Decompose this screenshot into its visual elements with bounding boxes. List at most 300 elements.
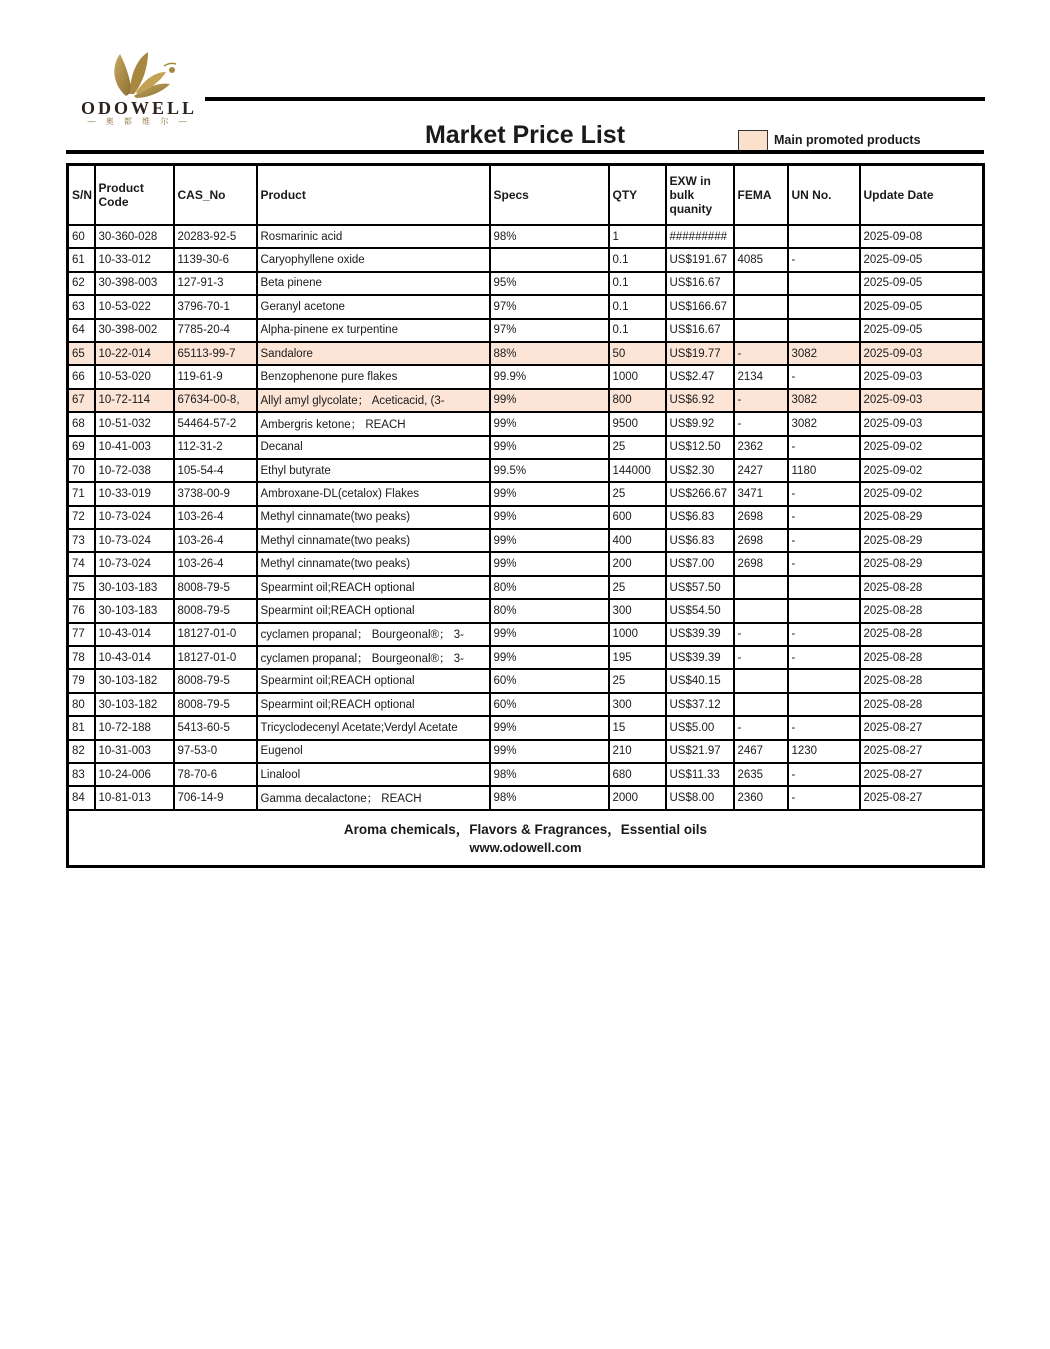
cell-qty: 1 [609, 225, 666, 248]
cell-product-code: 30-103-183 [95, 599, 174, 622]
cell-fema: 2698 [734, 529, 788, 552]
cell-sn: 73 [68, 529, 95, 552]
cell-cas-no: 103-26-4 [174, 506, 257, 529]
cell-specs: 97% [490, 295, 609, 318]
cell-qty: 1000 [609, 365, 666, 388]
cell-product-code: 10-43-014 [95, 646, 174, 669]
cell-product: Methyl cinnamate(two peaks) [257, 552, 490, 575]
table-row [68, 763, 984, 786]
cell-cas-no: 97-53-0 [174, 740, 257, 763]
cell-product-code: 10-73-024 [95, 506, 174, 529]
cell-sn: 81 [68, 716, 95, 739]
cell-product: Spearmint oil;REACH optional [257, 669, 490, 692]
cell-product: Ambroxane-DL(cetalox) Flakes [257, 482, 490, 505]
cell-sn: 75 [68, 576, 95, 599]
cell-qty: 195 [609, 646, 666, 669]
cell-fema: 4085 [734, 248, 788, 271]
table-row [68, 459, 984, 482]
cell-sn: 79 [68, 669, 95, 692]
cell-sn: 74 [68, 552, 95, 575]
cell-qty: 1000 [609, 623, 666, 646]
cell-update-date: 2025-09-03 [860, 365, 984, 388]
cell-specs: 99.5% [490, 459, 609, 482]
header-fema: FEMA [734, 165, 788, 226]
cell-sn: 68 [68, 412, 95, 435]
table-row [68, 295, 984, 318]
cell-product: Gamma decalactone； REACH [257, 786, 490, 809]
cell-product-code: 30-103-182 [95, 693, 174, 716]
table-row [68, 529, 984, 552]
cell-un-no [788, 669, 860, 692]
cell-exw: US$6.83 [666, 529, 734, 552]
cell-fema: 2635 [734, 763, 788, 786]
odowell-logo [74, 48, 204, 130]
cell-product-code: 10-73-024 [95, 529, 174, 552]
cell-fema [734, 576, 788, 599]
logo-wordmark: ODOWELL [80, 98, 198, 118]
cell-sn: 82 [68, 740, 95, 763]
cell-un-no: - [788, 436, 860, 459]
cell-specs: 99% [490, 389, 609, 412]
cell-fema: 2698 [734, 506, 788, 529]
cell-qty: 600 [609, 506, 666, 529]
table-row [68, 599, 984, 622]
cell-product-code: 10-33-012 [95, 248, 174, 271]
cell-update-date: 2025-09-02 [860, 459, 984, 482]
header-product-code: Product Code [95, 165, 174, 226]
cell-un-no: - [788, 365, 860, 388]
cell-product: Allyl amyl glycolate； Aceticacid, (3- [257, 389, 490, 412]
cell-un-no: 3082 [788, 412, 860, 435]
table-row [68, 646, 984, 669]
cell-update-date: 2025-09-02 [860, 482, 984, 505]
cell-exw: US$39.39 [666, 623, 734, 646]
table-header [68, 165, 984, 226]
cell-product-code: 10-33-019 [95, 482, 174, 505]
cell-fema [734, 599, 788, 622]
cell-fema: - [734, 716, 788, 739]
cell-fema: - [734, 623, 788, 646]
cell-fema [734, 693, 788, 716]
cell-qty: 2000 [609, 786, 666, 809]
cell-fema: 2362 [734, 436, 788, 459]
cell-specs: 95% [490, 272, 609, 295]
cell-fema [734, 319, 788, 342]
cell-qty: 9500 [609, 412, 666, 435]
header-exw: EXW in bulk quanity [666, 165, 734, 226]
cell-exw: ######### [666, 225, 734, 248]
cell-un-no: - [788, 623, 860, 646]
cell-specs: 88% [490, 342, 609, 365]
cell-exw: US$39.39 [666, 646, 734, 669]
cell-product-code: 10-41-003 [95, 436, 174, 459]
cell-product: Rosmarinic acid [257, 225, 490, 248]
table-footer [68, 810, 984, 867]
cell-exw: US$40.15 [666, 669, 734, 692]
cell-update-date: 2025-08-29 [860, 506, 984, 529]
cell-qty: 0.1 [609, 319, 666, 342]
cell-fema: - [734, 389, 788, 412]
market-price-table [66, 163, 985, 868]
cell-exw: US$6.83 [666, 506, 734, 529]
cell-cas-no: 105-54-4 [174, 459, 257, 482]
cell-product-code: 10-72-114 [95, 389, 174, 412]
cell-exw: US$7.00 [666, 552, 734, 575]
cell-qty: 300 [609, 599, 666, 622]
cell-qty: 800 [609, 389, 666, 412]
cell-un-no: - [788, 506, 860, 529]
cell-un-no: 1230 [788, 740, 860, 763]
cell-product: Caryophyllene oxide [257, 248, 490, 271]
cell-product: Spearmint oil;REACH optional [257, 599, 490, 622]
cell-update-date: 2025-09-02 [860, 436, 984, 459]
cell-cas-no: 8008-79-5 [174, 599, 257, 622]
cell-specs: 99.9% [490, 365, 609, 388]
cell-sn: 70 [68, 459, 95, 482]
cell-cas-no: 8008-79-5 [174, 576, 257, 599]
cell-cas-no: 65113-99-7 [174, 342, 257, 365]
footer-website: www.odowell.com [469, 839, 582, 855]
cell-product: Geranyl acetone [257, 295, 490, 318]
cell-cas-no: 54464-57-2 [174, 412, 257, 435]
cell-update-date: 2025-08-27 [860, 786, 984, 809]
cell-product: Ambergris ketone； REACH [257, 412, 490, 435]
table-row [68, 786, 984, 809]
legend-label: Main promoted products [774, 133, 921, 147]
cell-un-no [788, 272, 860, 295]
cell-update-date: 2025-08-28 [860, 646, 984, 669]
cell-un-no: - [788, 482, 860, 505]
cell-product-code: 30-398-002 [95, 319, 174, 342]
cell-un-no: - [788, 786, 860, 809]
cell-exw: US$57.50 [666, 576, 734, 599]
cell-cas-no: 103-26-4 [174, 552, 257, 575]
cell-update-date: 2025-08-28 [860, 576, 984, 599]
header-sn: S/N [68, 165, 95, 226]
cell-fema [734, 225, 788, 248]
cell-product: Methyl cinnamate(two peaks) [257, 529, 490, 552]
cell-product: Benzophenone pure flakes [257, 365, 490, 388]
cell-qty: 680 [609, 763, 666, 786]
cell-cas-no: 119-61-9 [174, 365, 257, 388]
cell-sn: 83 [68, 763, 95, 786]
cell-specs: 99% [490, 646, 609, 669]
cell-qty: 15 [609, 716, 666, 739]
header-product: Product [257, 165, 490, 226]
cell-product-code: 10-43-014 [95, 623, 174, 646]
cell-sn: 66 [68, 365, 95, 388]
cell-product: Spearmint oil;REACH optional [257, 576, 490, 599]
cell-cas-no: 7785-20-4 [174, 319, 257, 342]
cell-qty: 400 [609, 529, 666, 552]
cell-cas-no: 8008-79-5 [174, 693, 257, 716]
cell-sn: 84 [68, 786, 95, 809]
cell-product: Decanal [257, 436, 490, 459]
cell-product-code: 10-53-020 [95, 365, 174, 388]
cell-sn: 78 [68, 646, 95, 669]
cell-product-code: 10-73-024 [95, 552, 174, 575]
cell-product: Alpha-pinene ex turpentine [257, 319, 490, 342]
cell-un-no: - [788, 763, 860, 786]
cell-cas-no: 127-91-3 [174, 272, 257, 295]
cell-cas-no: 20283-92-5 [174, 225, 257, 248]
cell-exw: US$37.12 [666, 693, 734, 716]
cell-un-no: 3082 [788, 389, 860, 412]
cell-un-no [788, 319, 860, 342]
cell-qty: 200 [609, 552, 666, 575]
cell-product-code: 30-103-183 [95, 576, 174, 599]
table-row [68, 389, 984, 412]
cell-fema: - [734, 646, 788, 669]
title-rule [66, 150, 984, 154]
header-update-date: Update Date [860, 165, 984, 226]
cell-sn: 67 [68, 389, 95, 412]
table-row [68, 482, 984, 505]
cell-product-code: 30-398-003 [95, 272, 174, 295]
cell-qty: 0.1 [609, 295, 666, 318]
cell-qty: 144000 [609, 459, 666, 482]
header-cas-no: CAS_No [174, 165, 257, 226]
cell-un-no [788, 295, 860, 318]
cell-update-date: 2025-08-27 [860, 716, 984, 739]
cell-update-date: 2025-09-03 [860, 389, 984, 412]
cell-exw: US$191.67 [666, 248, 734, 271]
cell-exw: US$2.30 [666, 459, 734, 482]
cell-specs: 99% [490, 412, 609, 435]
cell-product-code: 10-81-013 [95, 786, 174, 809]
cell-specs: 80% [490, 599, 609, 622]
cell-product-code: 30-360-028 [95, 225, 174, 248]
cell-product-code: 10-72-188 [95, 716, 174, 739]
cell-specs: 99% [490, 716, 609, 739]
cell-exw: US$19.77 [666, 342, 734, 365]
cell-sn: 63 [68, 295, 95, 318]
cell-exw: US$16.67 [666, 319, 734, 342]
cell-update-date: 2025-09-03 [860, 342, 984, 365]
table-row [68, 342, 984, 365]
cell-specs: 99% [490, 482, 609, 505]
table-row [68, 716, 984, 739]
cell-sn: 61 [68, 248, 95, 271]
cell-exw: US$11.33 [666, 763, 734, 786]
table-row [68, 272, 984, 295]
cell-exw: US$266.67 [666, 482, 734, 505]
cell-fema: 2467 [734, 740, 788, 763]
cell-cas-no: 3796-70-1 [174, 295, 257, 318]
cell-exw: US$12.50 [666, 436, 734, 459]
cell-un-no: - [788, 248, 860, 271]
cell-specs: 99% [490, 552, 609, 575]
cell-product-code: 10-53-022 [95, 295, 174, 318]
cell-cas-no: 1139-30-6 [174, 248, 257, 271]
flower-logo-icon [96, 48, 182, 100]
cell-update-date: 2025-08-29 [860, 529, 984, 552]
table-row [68, 319, 984, 342]
cell-exw: US$6.92 [666, 389, 734, 412]
cell-un-no: - [788, 646, 860, 669]
cell-update-date: 2025-09-05 [860, 295, 984, 318]
cell-exw: US$54.50 [666, 599, 734, 622]
table-row [68, 693, 984, 716]
table-row [68, 436, 984, 459]
cell-exw: US$2.47 [666, 365, 734, 388]
cell-un-no: - [788, 529, 860, 552]
cell-qty: 50 [609, 342, 666, 365]
cell-product-code: 10-51-032 [95, 412, 174, 435]
cell-fema: 2360 [734, 786, 788, 809]
cell-product: Sandalore [257, 342, 490, 365]
cell-specs [490, 248, 609, 271]
cell-cas-no: 67634-00-8, [174, 389, 257, 412]
table-row [68, 365, 984, 388]
table-row [68, 576, 984, 599]
cell-product-code: 10-31-003 [95, 740, 174, 763]
cell-sn: 69 [68, 436, 95, 459]
cell-specs: 97% [490, 319, 609, 342]
cell-exw: US$8.00 [666, 786, 734, 809]
top-rule [205, 97, 985, 101]
cell-cas-no: 18127-01-0 [174, 623, 257, 646]
legend-color-swatch [738, 130, 768, 151]
cell-specs: 99% [490, 740, 609, 763]
page-title: Market Price List [424, 121, 626, 149]
cell-product: Ethyl butyrate [257, 459, 490, 482]
cell-product: Eugenol [257, 740, 490, 763]
cell-qty: 25 [609, 482, 666, 505]
cell-exw: US$21.97 [666, 740, 734, 763]
header-specs: Specs [490, 165, 609, 226]
cell-un-no: 3082 [788, 342, 860, 365]
cell-qty: 25 [609, 669, 666, 692]
cell-product-code: 10-22-014 [95, 342, 174, 365]
cell-fema: - [734, 412, 788, 435]
header-un-no: UN No. [788, 165, 860, 226]
cell-sn: 60 [68, 225, 95, 248]
cell-update-date: 2025-08-27 [860, 740, 984, 763]
cell-sn: 72 [68, 506, 95, 529]
cell-update-date: 2025-08-28 [860, 623, 984, 646]
cell-fema: - [734, 342, 788, 365]
cell-fema: 2134 [734, 365, 788, 388]
cell-sn: 76 [68, 599, 95, 622]
cell-un-no: - [788, 552, 860, 575]
cell-cas-no: 112-31-2 [174, 436, 257, 459]
cell-specs: 99% [490, 529, 609, 552]
cell-specs: 99% [490, 506, 609, 529]
cell-update-date: 2025-08-28 [860, 599, 984, 622]
cell-specs: 60% [490, 693, 609, 716]
cell-fema: 2427 [734, 459, 788, 482]
cell-update-date: 2025-09-03 [860, 412, 984, 435]
cell-qty: 25 [609, 436, 666, 459]
cell-exw: US$166.67 [666, 295, 734, 318]
cell-sn: 65 [68, 342, 95, 365]
cell-fema [734, 272, 788, 295]
footer-tagline: Aroma chemicals，Flavors & Fragrances，Essential oils [343, 821, 708, 837]
table-row [68, 506, 984, 529]
cell-cas-no: 8008-79-5 [174, 669, 257, 692]
header-qty: QTY [609, 165, 666, 226]
cell-exw: US$16.67 [666, 272, 734, 295]
cell-un-no [788, 693, 860, 716]
cell-cas-no: 3738-00-9 [174, 482, 257, 505]
cell-qty: 0.1 [609, 272, 666, 295]
cell-un-no [788, 599, 860, 622]
cell-product: Spearmint oil;REACH optional [257, 693, 490, 716]
cell-product: Methyl cinnamate(two peaks) [257, 506, 490, 529]
cell-fema: 2698 [734, 552, 788, 575]
cell-fema: 3471 [734, 482, 788, 505]
cell-un-no: 1180 [788, 459, 860, 482]
cell-un-no: - [788, 716, 860, 739]
cell-exw: US$9.92 [666, 412, 734, 435]
cell-product-code: 10-24-006 [95, 763, 174, 786]
cell-specs: 99% [490, 623, 609, 646]
cell-qty: 210 [609, 740, 666, 763]
logo-chinese-text: — 奥 都 维 尔 — [87, 117, 191, 126]
cell-update-date: 2025-09-08 [860, 225, 984, 248]
table-row [68, 623, 984, 646]
table-row [68, 552, 984, 575]
cell-cas-no: 5413-60-5 [174, 716, 257, 739]
cell-cas-no: 78-70-6 [174, 763, 257, 786]
table-row [68, 669, 984, 692]
table-row [68, 248, 984, 271]
cell-product: Linalool [257, 763, 490, 786]
cell-qty: 0.1 [609, 248, 666, 271]
cell-sn: 77 [68, 623, 95, 646]
cell-specs: 99% [490, 436, 609, 459]
cell-update-date: 2025-08-28 [860, 693, 984, 716]
cell-un-no [788, 576, 860, 599]
cell-specs: 98% [490, 225, 609, 248]
cell-specs: 98% [490, 763, 609, 786]
cell-update-date: 2025-08-27 [860, 763, 984, 786]
cell-update-date: 2025-08-29 [860, 552, 984, 575]
cell-qty: 300 [609, 693, 666, 716]
cell-product-code: 10-72-038 [95, 459, 174, 482]
cell-fema [734, 295, 788, 318]
cell-product: cyclamen propanal； Bourgeonal®； 3- [257, 646, 490, 669]
cell-sn: 62 [68, 272, 95, 295]
cell-update-date: 2025-09-05 [860, 248, 984, 271]
cell-cas-no: 103-26-4 [174, 529, 257, 552]
table-body [68, 225, 984, 810]
cell-sn: 64 [68, 319, 95, 342]
cell-cas-no: 18127-01-0 [174, 646, 257, 669]
cell-product-code: 30-103-182 [95, 669, 174, 692]
table-row [68, 225, 984, 248]
cell-un-no [788, 225, 860, 248]
cell-product: cyclamen propanal； Bourgeonal®； 3- [257, 623, 490, 646]
cell-update-date: 2025-08-28 [860, 669, 984, 692]
cell-exw: US$5.00 [666, 716, 734, 739]
cell-fema [734, 669, 788, 692]
table-row [68, 740, 984, 763]
cell-cas-no: 706-14-9 [174, 786, 257, 809]
cell-qty: 25 [609, 576, 666, 599]
cell-specs: 80% [490, 576, 609, 599]
cell-specs: 60% [490, 669, 609, 692]
cell-update-date: 2025-09-05 [860, 319, 984, 342]
cell-specs: 98% [490, 786, 609, 809]
cell-product: Beta pinene [257, 272, 490, 295]
cell-sn: 71 [68, 482, 95, 505]
table-row [68, 412, 984, 435]
price-table-wrap [66, 163, 985, 868]
cell-product: Tricyclodecenyl Acetate;Verdyl Acetate [257, 716, 490, 739]
cell-sn: 80 [68, 693, 95, 716]
